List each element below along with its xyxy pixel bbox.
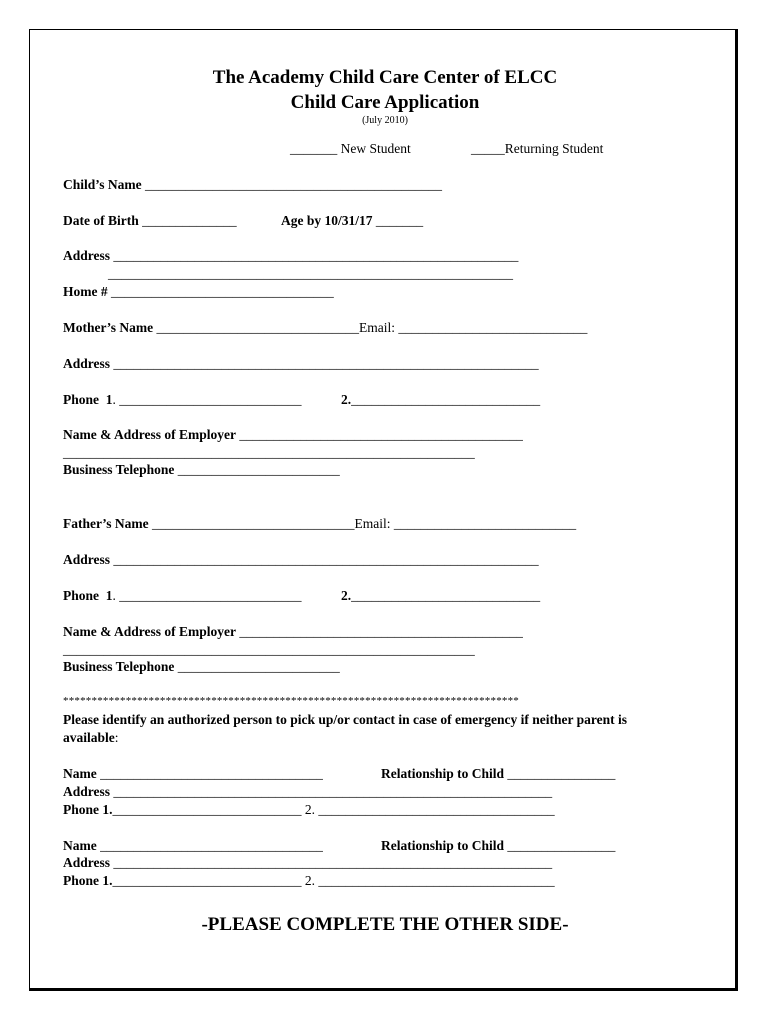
contact2-name-field[interactable]: _________________________________ [96,838,323,853]
contact2-relationship-field[interactable]: ________________ [504,838,616,853]
contact2-name-label: Name [63,838,97,853]
contact1-name-field[interactable]: _________________________________ [96,766,323,781]
mother-email-label: Email: [358,320,395,335]
contact1-relationship-field[interactable]: ________________ [504,766,616,781]
mother-phone1-label: Phone 1 [63,392,113,407]
contact2-phone-row [63,873,555,889]
father-business-phone-label: Business Telephone [63,659,175,674]
contact2-name-row [63,838,323,854]
father-business-phone-row [63,659,340,675]
mother-business-phone-row [63,462,340,478]
mother-employer-field-2[interactable]: _____________________________________________________________ [63,445,475,460]
contact1-relationship-row [381,766,615,782]
new-student-checkbox[interactable]: _______ New Student [290,141,411,156]
child-name-row [63,177,442,193]
father-address-field[interactable]: _______________________________________________________________ [110,552,539,567]
home-phone-label: Home # [63,284,108,299]
father-phone2-label: 2. [341,588,352,603]
child-name-field[interactable]: ____________________________________________ [141,177,443,192]
dob-field[interactable]: ______________ [138,213,237,228]
home-phone-row [63,284,334,300]
contact2-phone1-field[interactable]: ____________________________ [112,873,302,888]
father-phone1-label: Phone 1 [63,588,113,603]
mother-address-field[interactable]: _______________________________________________________________ [110,356,539,371]
father-email-field[interactable]: ___________________________ [390,516,577,531]
mother-phone2-label: 2. [341,392,352,407]
mother-phone2-field[interactable]: ____________________________ [351,392,541,407]
contact1-name-row [63,766,323,782]
mother-name-label: Mother’s Name [63,320,154,335]
mother-phone2-row [341,392,540,408]
mother-business-phone-label: Business Telephone [63,462,175,477]
father-name-row [63,516,576,532]
dob-row [63,213,237,229]
mother-employer-label: Name & Address of Employer [63,427,236,442]
father-email-label: Email: [354,516,391,531]
father-phone1-row [63,588,302,604]
form-date: (July 2010) [362,115,408,126]
mother-address-row [63,356,539,372]
age-field[interactable]: _______ [372,213,424,228]
emergency-instruction-cont: available: [63,730,119,745]
mother-business-phone-field[interactable]: ________________________ [174,462,340,477]
father-employer-field-2[interactable]: _____________________________________________________________ [63,642,475,657]
child-address-label: Address [63,248,111,263]
mother-employer-field[interactable]: __________________________________________ [236,427,523,442]
father-employer-field[interactable]: __________________________________________ [236,624,523,639]
contact2-address-label: Address [63,855,111,870]
father-phone2-row [341,588,540,604]
contact1-address-label: Address [63,784,111,799]
contact2-address-row [63,855,552,871]
contact2-relationship-label: Relationship to Child [381,838,505,853]
contact1-phone-label: Phone 1. [63,802,113,817]
mother-employer-row [63,427,523,443]
contact2-phone2-field[interactable]: 2. ___________________________________ [301,873,555,888]
age-label: Age by 10/31/17 [281,213,373,228]
complete-other-side-notice: -PLEASE COMPLETE THE OTHER SIDE- [201,914,569,935]
emergency-instruction: Please identify an authorized person to pick up/or contact in case of emergency if neither parent is [63,712,627,727]
father-business-phone-field[interactable]: ________________________ [174,659,340,674]
form-title: The Academy Child Care Center of ELCC [212,67,558,88]
father-address-row [63,552,539,568]
contact1-address-field[interactable]: _________________________________________________________________ [110,784,553,799]
child-name-label: Child’s Name [63,177,142,192]
mother-email-field[interactable]: ____________________________ [394,320,588,335]
contact1-phone-row [63,802,555,818]
father-employer-label: Name & Address of Employer [63,624,236,639]
child-address-row [63,248,518,264]
mother-phone1-row [63,392,302,408]
father-phone1-field[interactable]: . ___________________________ [112,588,302,603]
mother-address-label: Address [63,356,111,371]
father-phone2-field[interactable]: ____________________________ [351,588,541,603]
father-name-label: Father’s Name [63,516,149,531]
contact1-phone1-field[interactable]: ____________________________ [112,802,302,817]
contact1-relationship-label: Relationship to Child [381,766,505,781]
mother-phone1-field[interactable]: . ___________________________ [112,392,302,407]
age-row [281,213,423,229]
father-employer-row [63,624,523,640]
child-address-field-2[interactable]: ____________________________________________________________ [108,266,513,281]
mother-name-field[interactable]: ______________________________ [153,320,359,335]
contact2-phone-label: Phone 1. [63,873,113,888]
contact1-address-row [63,784,552,800]
father-address-label: Address [63,552,111,567]
mother-name-row [63,320,587,336]
contact2-relationship-row [381,838,615,854]
contact1-phone2-field[interactable]: 2. ___________________________________ [301,802,555,817]
dob-label: Date of Birth [63,213,139,228]
form-subtitle: Child Care Application [290,92,480,113]
child-address-field[interactable]: ____________________________________________________________ [110,248,519,263]
section-separator: ******************************************************************************** [63,695,519,707]
returning-student-checkbox[interactable]: _____Returning Student [471,141,604,156]
father-name-field[interactable]: ______________________________ [148,516,355,531]
contact2-address-field[interactable]: _________________________________________________________________ [110,855,553,870]
contact1-name-label: Name [63,766,97,781]
home-phone-field[interactable]: _________________________________ [107,284,334,299]
